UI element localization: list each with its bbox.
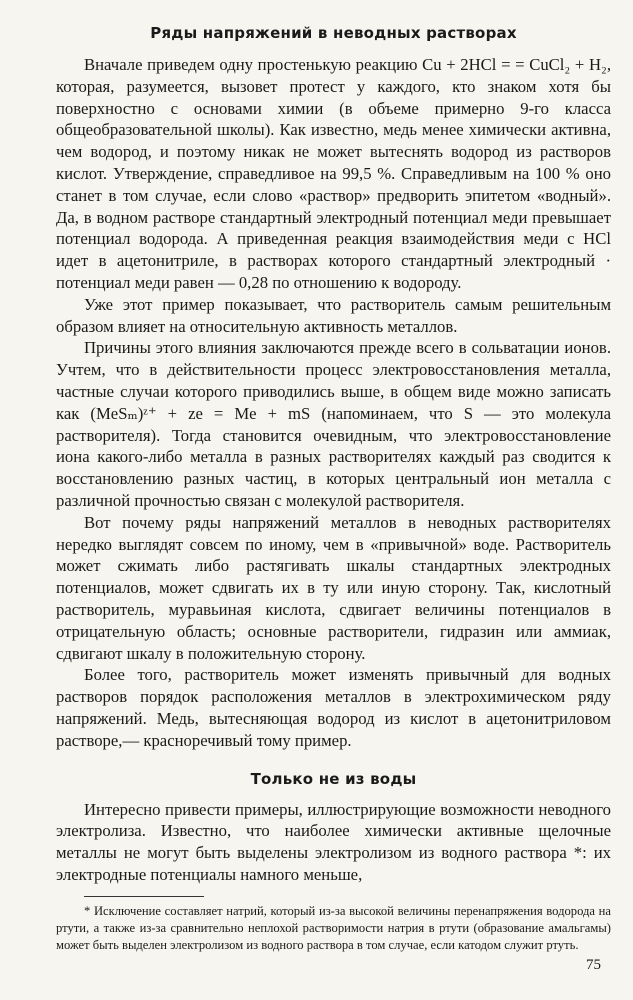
paragraph-5: Более того, растворитель может изменять привычный для водных растворов порядок расположения металлов в электрохимическом ряду напряжений. Медь, вытесняющая водород из кислот в ацетонитриловом растворе,— красноречивый тому пример. [56,665,611,750]
paragraph-3: Причины этого влияния заключаются прежде всего в сольватации ионов. Учтем, что в действительности процесс электровосстановления металла, частные случаи которого приводились выше, в общем виде можно записать как (MeSₘ)ᶻ⁺ + ze = Me + mS (напоминаем, что S — это молекула растворителя). Тогда становится очевидным, что электровосстановление иона какого-либо металла в разных растворителях каждый раз сводится к восстановлению разных частиц, в которых центральный ион металла с различной прочностью связан с молекулой растворителя. [56,338,611,510]
footnote-divider [84,896,204,897]
paragraph-1: Вначале приведем одну простенькую реакцию Cu + 2HCl = = CuCl₂ + H₂, которая, разумеется, вызовет протест у каждого, кто знаком хотя бы поверхностно с основами химии (в объеме примерно 9-го класса общеобразовательной школы). Как известно, медь менее химически активна, чем водород, и поэтому никак не может вытеснять водород из растворов кислот. Утверждение, справедливое на 99,5 %. Справедливым на 100 % оно станет в том случае, если слово «раствор» предворить эпитетом «водный». Да, в водном растворе стандартный электродный потенциал меди превышает потенциал водорода. А приведенная реакция взаимодействия меди с HCl идет в ацетонитриле, в растворах которого стандартный электродный · потенциал меди равен — 0,28 по отношению к водороду. [56,55,611,292]
section-heading-nonaqueous-series: Ряды напряжений в неводных растворах [150,24,517,42]
paragraph-2: Уже этот пример показывает, что растворитель самым решительным образом влияет на относительную активность металлов. [56,294,611,336]
footnote: * Исключение составляет натрий, который из-за высокой величины перенапряжения водорода на ртути, а также из-за сравнительно неплохой растворимости натрия в ртути (образование амальгамы) может быть выделен электролизом из водного раствора в том случае, если катодом служит ртуть. [56,903,611,952]
page-number: 75 [586,957,601,973]
paragraph-6: Интересно привести примеры, иллюстрирующие возможности неводного электролиза. Известно, что наиболее химически активные щелочные металлы не могут быть выделены электролизом из водного раствора *: их электродные потенциалы намного меньше, [56,799,611,884]
section-heading-not-from-water: Только не из воды [250,769,417,788]
paragraph-4: Вот почему ряды напряжений металлов в неводных растворителях нередко выглядят совсем по иному, чем в «привычной» воде. Растворитель может сжимать либо растягивать шкалы стандартных электродных потенциалов, может сдвигать их в ту или иную сторону. Так, кислотный растворитель, муравьиная кислота, сдвигает величины потенциалов в отрицательную область; основные растворители, гидразин или аммиак, сдвигают шкалу в положительную сторону. [56,512,611,663]
